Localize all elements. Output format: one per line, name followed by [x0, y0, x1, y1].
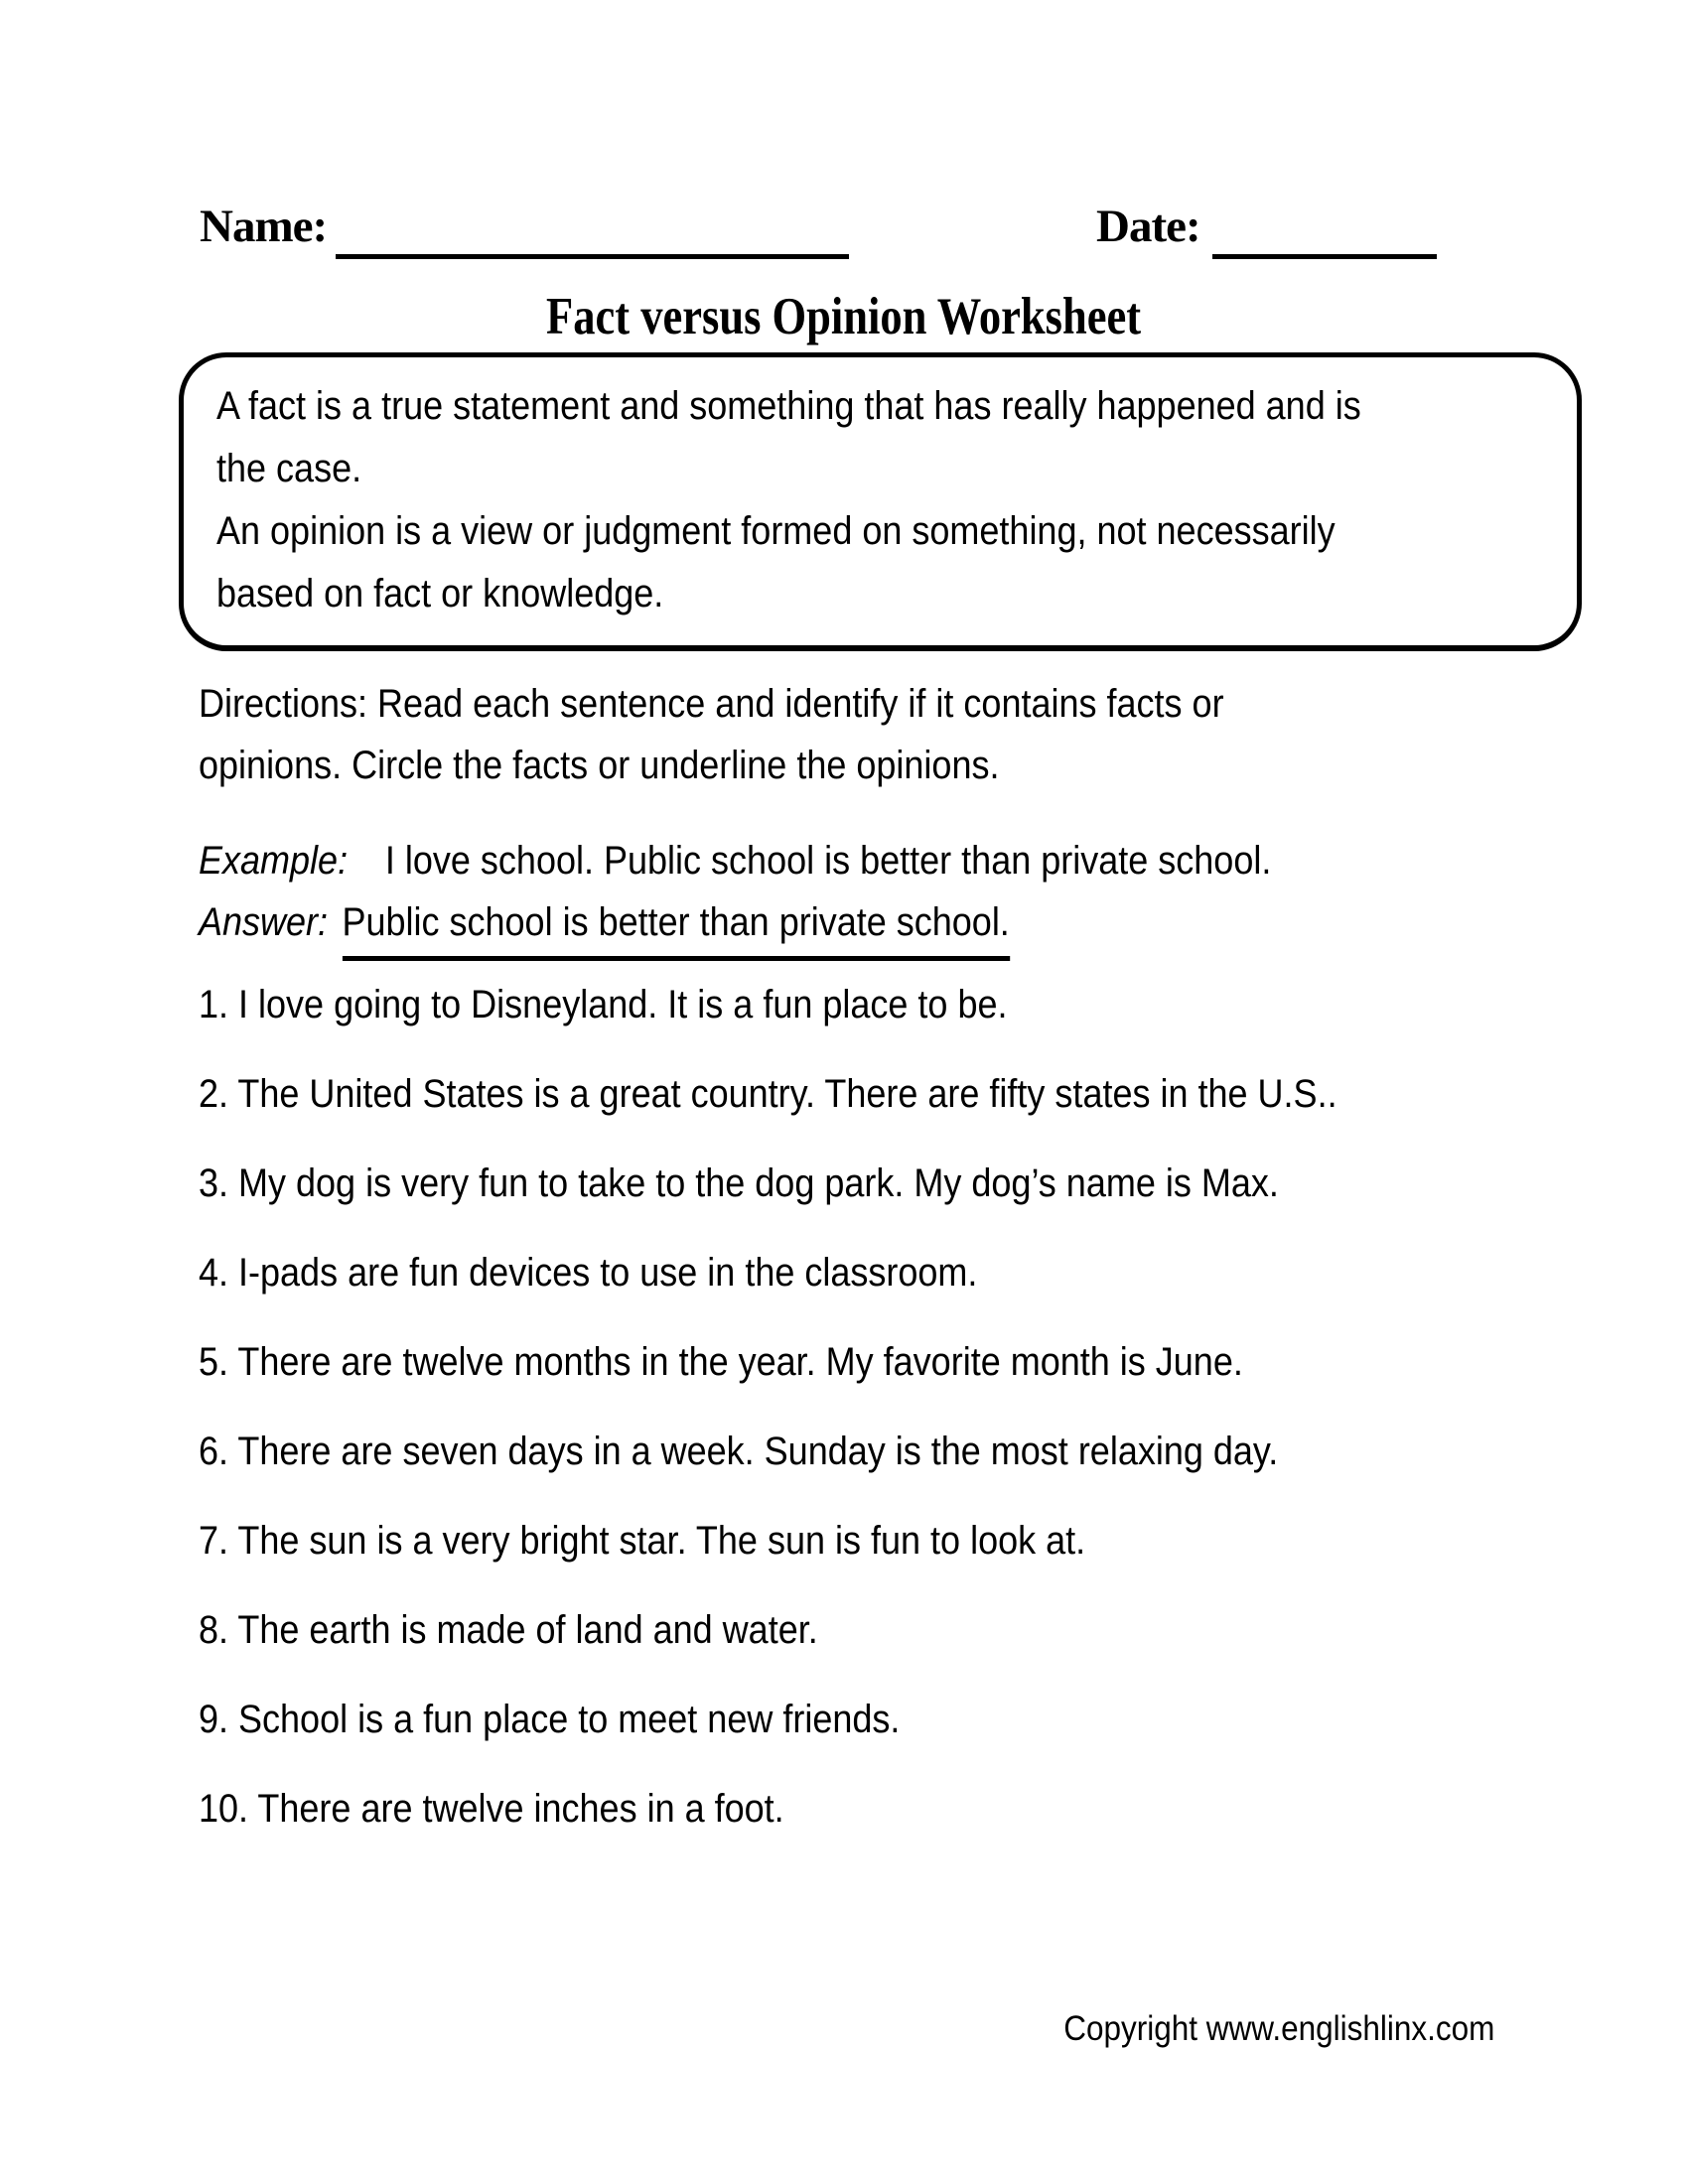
date-blank-line	[1212, 254, 1437, 259]
example-block	[199, 830, 1390, 953]
directions-line: opinions. Circle the facts or underline the opinions.	[199, 744, 1000, 787]
worksheet-item: 1. I love going to Disneyland. It is a fun place to be.	[199, 983, 1008, 1026]
worksheet-item: 2. The United States is a great country. There are fifty states in the U.S..	[199, 1072, 1337, 1116]
example-line	[199, 830, 1390, 891]
name-label: Name:	[200, 201, 328, 252]
worksheet-item: 6. There are seven days in a week. Sunday is the most relaxing day.	[199, 1430, 1279, 1473]
example-sentence: I love school. Public school is better than private school.	[384, 839, 1272, 883]
definition-line: based on fact or knowledge.	[216, 572, 664, 615]
definition-box	[179, 352, 1582, 651]
example-label: Example:	[199, 839, 349, 883]
worksheet-item: 4. I-pads are fun devices to use in the classroom.	[199, 1251, 978, 1295]
page-title-text: Fact versus Opinion Worksheet	[546, 288, 1142, 345]
copyright-text: Copyright www.englishlinx.com	[1062, 2009, 1494, 2048]
answer-line	[199, 891, 1390, 953]
page-title	[0, 288, 1688, 345]
worksheet-item: 5. There are twelve months in the year. My favorite month is June.	[199, 1340, 1243, 1384]
worksheet-item: 10. There are twelve inches in a foot.	[199, 1787, 784, 1831]
date-label: Date:	[1096, 201, 1200, 252]
directions	[199, 673, 1337, 796]
items-list	[199, 985, 1464, 1878]
definition-line: the case.	[216, 447, 362, 490]
answer-sentence: Public school is better than private school.	[342, 891, 1009, 961]
footer	[1016, 2009, 1494, 2049]
worksheet-item: 7. The sun is a very bright star. The sun is fun to look at.	[199, 1519, 1086, 1563]
answer-label: Answer:	[199, 900, 329, 944]
definition-line: A fact is a true statement and something that has really happened and is	[216, 384, 1361, 428]
worksheet-item: 8. The earth is made of land and water.	[199, 1608, 818, 1652]
directions-line: Directions: Read each sentence and identify if it contains facts or	[199, 682, 1224, 726]
worksheet-item: 9. School is a fun place to meet new friends.	[199, 1698, 901, 1741]
name-blank-line	[336, 254, 849, 259]
definition-line: An opinion is a view or judgment formed on something, not necessarily	[216, 509, 1336, 553]
worksheet-item: 3. My dog is very fun to take to the dog park. My dog’s name is Max.	[199, 1161, 1279, 1205]
